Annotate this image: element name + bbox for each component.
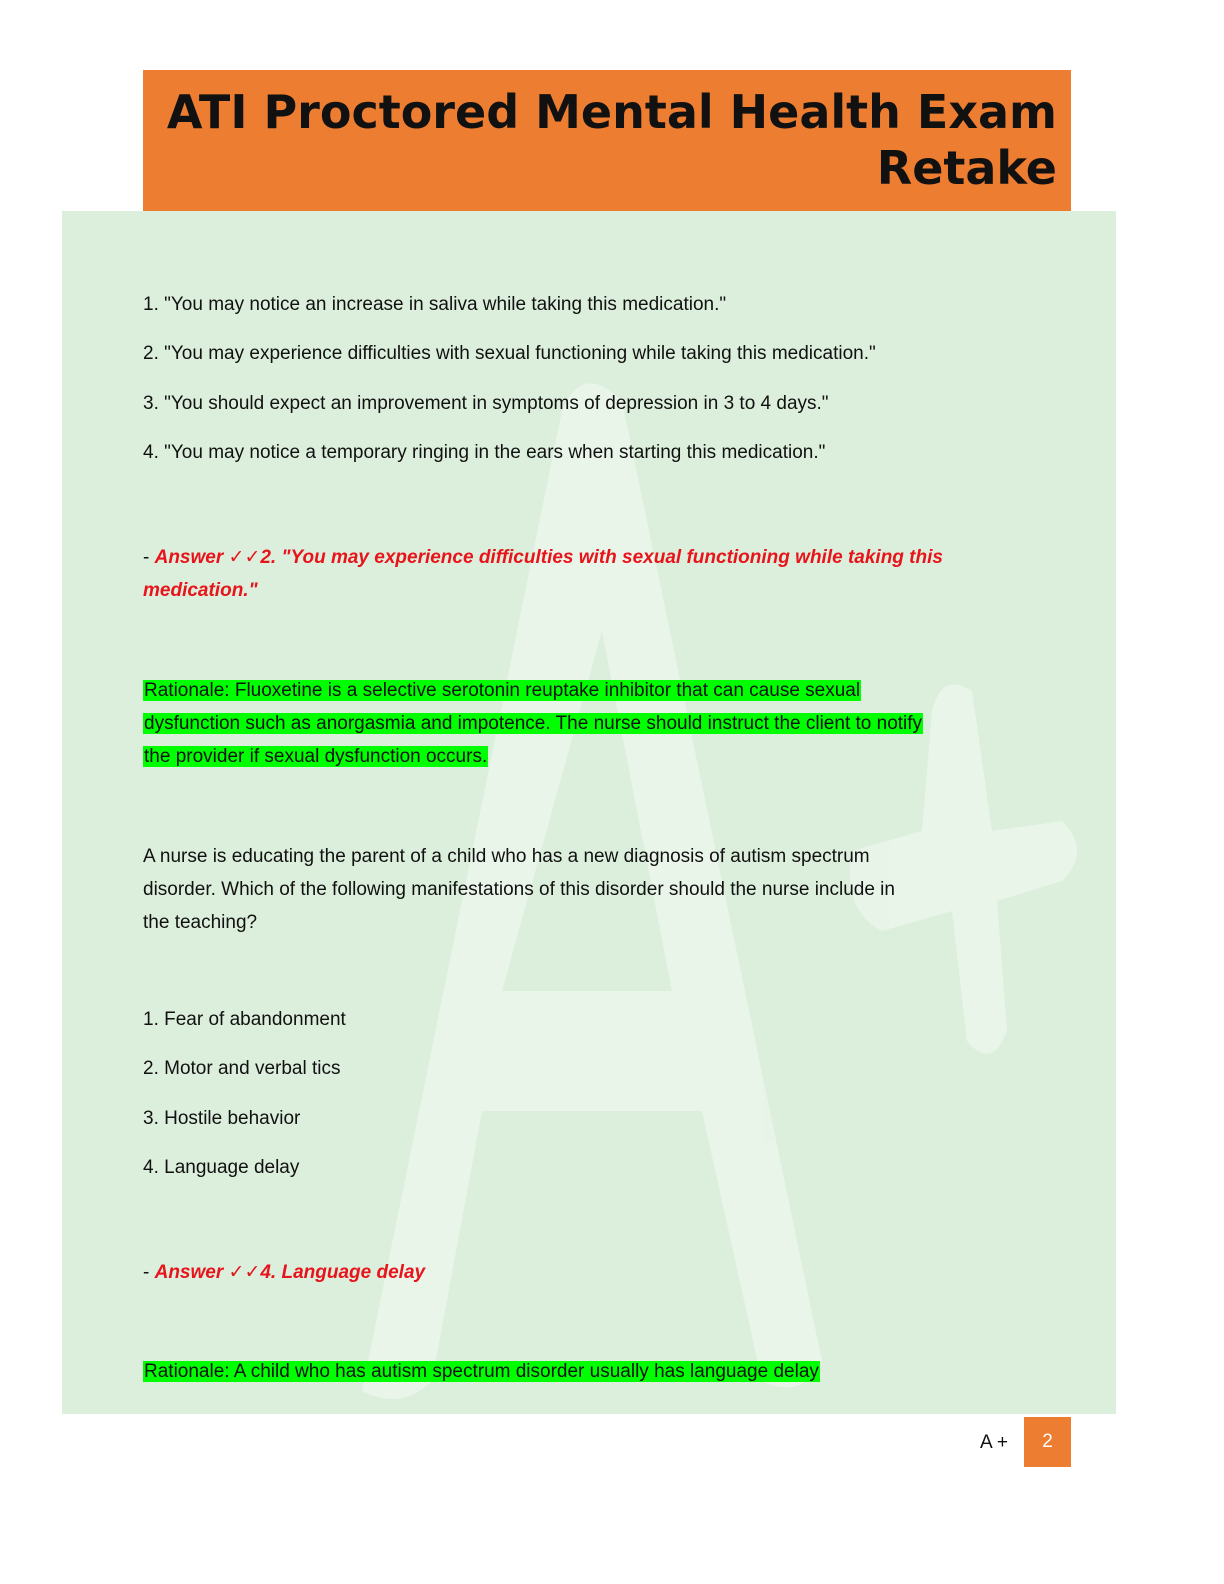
q2-question-line-2: disorder. Which of the following manifestations of this disorder should the nurse include in — [143, 879, 895, 900]
content-panel — [62, 211, 1116, 1414]
footer-label: A + — [980, 1432, 1008, 1453]
header-band — [143, 70, 1071, 211]
q1-rationale — [143, 674, 1073, 773]
q2-rationale — [143, 1355, 1073, 1388]
q2-question-line-3: the teaching? — [143, 912, 258, 933]
a-plus-watermark — [62, 211, 1116, 1414]
q2-option-3: 3. Hostile behavior — [143, 1108, 301, 1129]
q2-option-1: 1. Fear of abandonment — [143, 1009, 346, 1030]
q1-answer-text-line2: medication." — [143, 580, 258, 601]
q2-answer-text: Answer ✓✓4. Language delay — [154, 1262, 426, 1283]
q1-rationale-line-2: dysfunction such as anorgasmia and impotence. The nurse should instruct the client to notify — [144, 713, 923, 734]
q2-question — [143, 840, 1063, 939]
page-title — [167, 84, 1057, 196]
page-number: 2 — [1024, 1417, 1071, 1467]
q1-option-4: 4. "You may notice a temporary ringing in the ears when starting this medication." — [143, 442, 826, 463]
q1-answer-text-line1: Answer ✓✓2. "You may experience difficulties with sexual functioning while taking this — [154, 547, 943, 568]
q2-option-4: 4. Language delay — [143, 1157, 300, 1178]
title-line-2: Retake — [876, 141, 1057, 195]
q1-rationale-line-1: Rationale: Fluoxetine is a selective serotonin reuptake inhibitor that can cause sexual — [144, 680, 861, 701]
q1-option-1: 1. "You may notice an increase in saliva while taking this medication." — [143, 294, 727, 315]
title-line-1: ATI Proctored Mental Health Exam — [166, 85, 1057, 139]
q2-rationale-text: Rationale: A child who has autism spectrum disorder usually has language delay — [144, 1361, 819, 1382]
q1-answer-dash: - — [143, 547, 150, 568]
q1-answer — [143, 541, 1043, 607]
q2-answer — [143, 1256, 1043, 1289]
q1-rationale-line-3: the provider if sexual dysfunction occurs. — [144, 746, 488, 767]
q2-answer-dash: - — [143, 1262, 150, 1283]
q2-option-2: 2. Motor and verbal tics — [143, 1058, 341, 1079]
q1-option-3: 3. "You should expect an improvement in symptoms of depression in 3 to 4 days." — [143, 393, 829, 414]
q2-question-line-1: A nurse is educating the parent of a child who has a new diagnosis of autism spectrum — [143, 846, 870, 867]
q1-option-2: 2. "You may experience difficulties with sexual functioning while taking this medication." — [143, 343, 876, 364]
